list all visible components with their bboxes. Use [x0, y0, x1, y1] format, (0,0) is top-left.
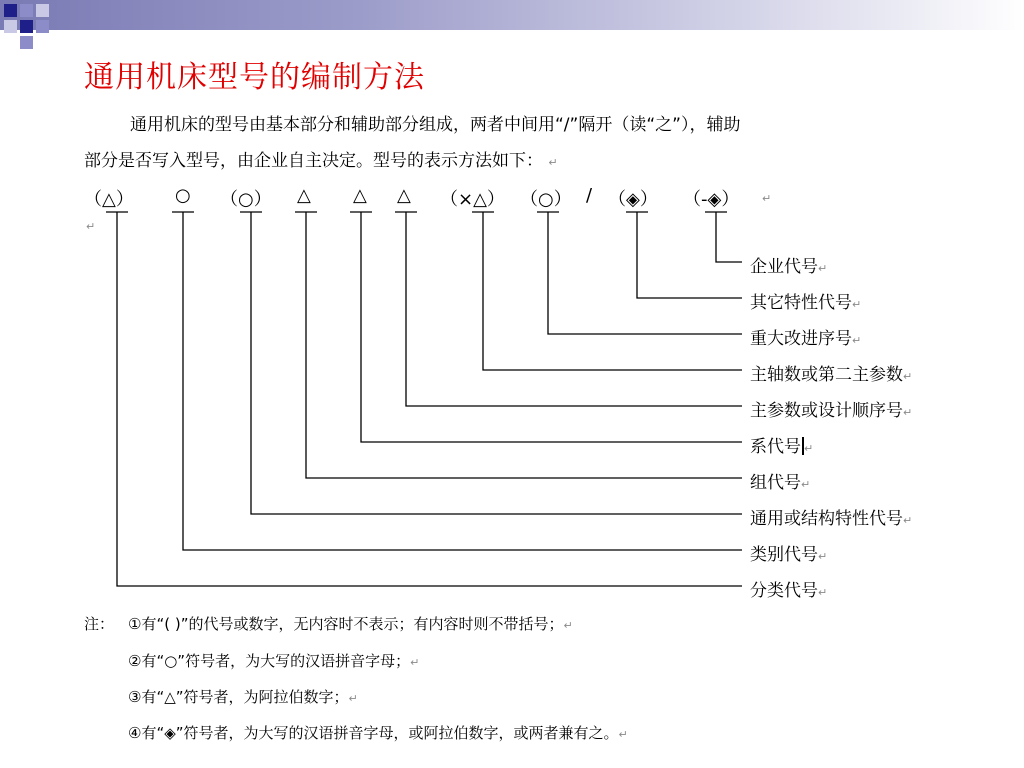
paragraph-mark: ↵ [903, 514, 913, 527]
note-text: ④有“◈”符号者，为大写的汉语拼音字母，或阿拉伯数字，或两者兼有之。 [128, 724, 619, 742]
note-text: ①有“( )”的代号或数字，无内容时不表示；有内容时则不带括号； [128, 615, 564, 633]
symbol-triangle: △ [397, 185, 411, 206]
label-text: 企业代号 [750, 257, 818, 277]
paragraph-mark: ↵ [852, 334, 862, 347]
label-group-code [750, 468, 810, 493]
label-category-code [750, 540, 827, 565]
symbol-triangle: △ [353, 185, 367, 206]
paragraph-mark: ↵ [804, 442, 814, 455]
paragraph-mark: ↵ [410, 656, 420, 669]
connector-main-param [406, 212, 742, 406]
symbol-optional-triangle: （△） [84, 189, 134, 210]
label-other-feature-code [750, 288, 861, 313]
paragraph-mark: ↵ [548, 156, 558, 169]
connector-spindle-second-param [483, 212, 742, 370]
symbol-optional-circle: （○） [220, 189, 272, 210]
symbol-triangle: △ [297, 185, 311, 206]
label-text: 组代号 [750, 473, 801, 493]
label-text: 主参数或设计顺序号 [750, 401, 903, 421]
label-main-param [750, 396, 912, 421]
connector-major-improvement [548, 212, 742, 334]
symbol-optional-times-triangle: （×△） [440, 189, 505, 210]
connector-group-code [306, 212, 742, 478]
note-item-2 [128, 650, 419, 671]
symbol-optional-dash-diamond: （-◈） [683, 189, 740, 210]
symbol-optional-circle: （○） [520, 189, 572, 210]
connector-enterprise-code [716, 212, 742, 262]
label-spindle-second-param [750, 360, 912, 385]
label-series-code [750, 432, 813, 457]
paragraph-mark: ↵ [818, 262, 828, 275]
note-item-1 [128, 613, 573, 634]
paragraph-mark: ↵ [618, 728, 628, 741]
paragraph-mark: ↵ [801, 478, 811, 491]
label-text: 重大改进序号 [750, 329, 852, 349]
connector-general-feature [251, 212, 742, 514]
paragraph-mark: ↵ [852, 298, 862, 311]
intro-line-1-text: 通用机床的型号由基本部分和辅助部分组成，两者中间用“/”隔开（读“之”），辅助 [130, 115, 741, 135]
paragraph-mark: ↵ [762, 192, 772, 205]
label-text: 主轴数或第二主参数 [750, 365, 903, 385]
connector-series-code [361, 212, 742, 442]
paragraph-mark: ↵ [818, 550, 828, 563]
paragraph-mark: ↵ [348, 692, 358, 705]
note-text: ③有“△”符号者，为阿拉伯数字； [128, 688, 349, 706]
paragraph-mark: ↵ [86, 220, 96, 233]
label-text: 系代号 [750, 437, 801, 457]
intro-line-2-text: 部分是否写入型号，由企业自主决定。型号的表示方法如下： [84, 151, 543, 171]
paragraph-mark: ↵ [818, 586, 828, 599]
connector-other-feature-code [637, 212, 742, 298]
label-major-improvement [750, 324, 861, 349]
note-item-3 [128, 686, 358, 707]
label-text: 分类代号 [750, 581, 818, 601]
page-title: 通用机床型号的编制方法 [84, 60, 425, 95]
note-item-4 [128, 722, 628, 743]
connector-category-code [183, 212, 742, 550]
connector-classification-code [117, 212, 742, 586]
symbol-circle: ○ [175, 185, 191, 206]
paragraph-mark: ↵ [903, 370, 913, 383]
label-classification-code [750, 576, 827, 601]
label-general-feature [750, 504, 912, 529]
note-prefix: 注： [84, 615, 115, 633]
label-enterprise-code [750, 252, 827, 277]
label-text: 通用或结构特性代号 [750, 509, 903, 529]
label-text: 类别代号 [750, 545, 818, 565]
note-text: ②有“○”符号者，为大写的汉语拼音字母； [128, 652, 411, 670]
label-text: 其它特性代号 [750, 293, 852, 313]
paragraph-mark: ↵ [903, 406, 913, 419]
symbol-slash: / [586, 185, 593, 206]
paragraph-mark: ↵ [563, 619, 573, 632]
symbol-optional-diamond: （◈） [608, 189, 658, 210]
